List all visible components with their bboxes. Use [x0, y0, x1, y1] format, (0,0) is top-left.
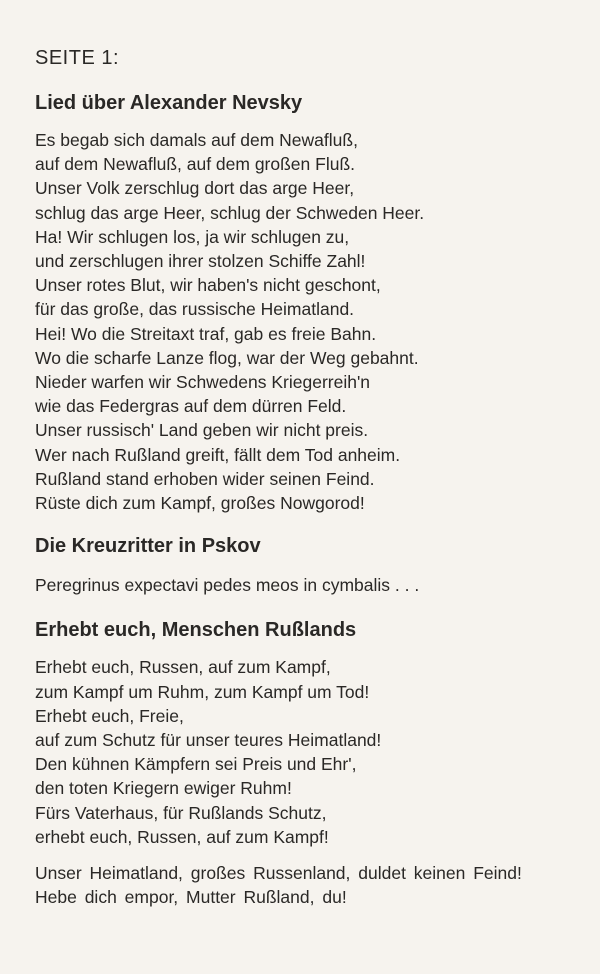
song-lyrics	[35, 573, 580, 597]
lyric-line: Unser rotes Blut, wir haben's nicht geschont,	[35, 275, 381, 296]
lyric-line: Peregrinus expectavi pedes meos in cymbalis . . .	[35, 575, 420, 596]
song-title: Erhebt euch, Menschen Rußlands	[35, 619, 357, 642]
song-kreuzritter-in-pskov	[35, 533, 580, 597]
song-erhebt-euch	[35, 617, 580, 909]
song-title: Lied über Alexander Nevsky	[35, 92, 303, 114]
lyric-line: Es begab sich damals auf dem Newafluß,	[35, 130, 358, 150]
lyric-line: Rüste dich zum Kampf, großes Nowgorod!	[35, 493, 365, 514]
lyric-line: Den kühnen Kämpfern sei Preis und Ehr',	[35, 754, 357, 775]
lyric-line: Unser Heimatland, großes Russenland, duldet keinen Feind!	[35, 863, 522, 884]
lyric-line: Unser Volk zerschlug dort das arge Heer,	[35, 178, 355, 199]
lyric-line: Erhebt euch, Russen, auf zum Kampf,	[35, 657, 331, 678]
lyric-line: den toten Kriegern ewiger Ruhm!	[35, 778, 292, 799]
lyric-line: zum Kampf um Ruhm, zum Kampf um Tod!	[35, 681, 370, 702]
song-alexander-nevsky	[35, 90, 580, 515]
song-lyrics-stanza-2	[35, 861, 580, 909]
lyric-line: Nieder warfen wir Schwedens Kriegerreih'n	[35, 372, 371, 393]
lyric-line: für das große, das russische Heimatland.	[35, 299, 355, 320]
lyric-line: auf zum Schutz für unser teures Heimatland!	[35, 730, 382, 751]
page-label: SEITE 1:	[35, 47, 120, 69]
lyric-line: Fürs Vaterhaus, für Rußlands Schutz,	[35, 802, 327, 823]
lyric-line: Unser russisch' Land geben wir nicht preis.	[35, 420, 369, 441]
lyric-line: Hebe dich empor, Mutter Rußland, du!	[35, 887, 347, 908]
lyrics-page	[35, 40, 580, 909]
lyric-line: Hei! Wo die Streitaxt traf, gab es freie Bahn.	[35, 323, 377, 344]
lyric-line: wie das Federgras auf dem dürren Feld.	[35, 396, 347, 417]
lyric-line: Wer nach Rußland greift, fällt dem Tod anheim.	[35, 444, 401, 465]
lyric-line: schlug das arge Heer, schlug der Schweden Heer.	[35, 202, 425, 223]
lyric-line: auf dem Newafluß, auf dem großen Fluß.	[35, 154, 355, 175]
song-lyrics	[35, 128, 580, 515]
lyric-line: und zerschlugen ihrer stolzen Schiffe Zahl!	[35, 251, 366, 272]
lyric-line: Erhebt euch, Freie,	[35, 705, 184, 726]
lyric-line: Wo die scharfe Lanze flog, war der Weg gebahnt.	[35, 347, 419, 368]
lyric-line: Ha! Wir schlugen los, ja wir schlugen zu,	[35, 226, 350, 247]
lyric-line: erhebt euch, Russen, auf zum Kampf!	[35, 826, 329, 847]
song-lyrics	[35, 655, 580, 849]
song-title: Die Kreuzritter in Pskov	[35, 535, 261, 558]
lyric-line: Rußland stand erhoben wider seinen Feind.	[35, 468, 375, 489]
